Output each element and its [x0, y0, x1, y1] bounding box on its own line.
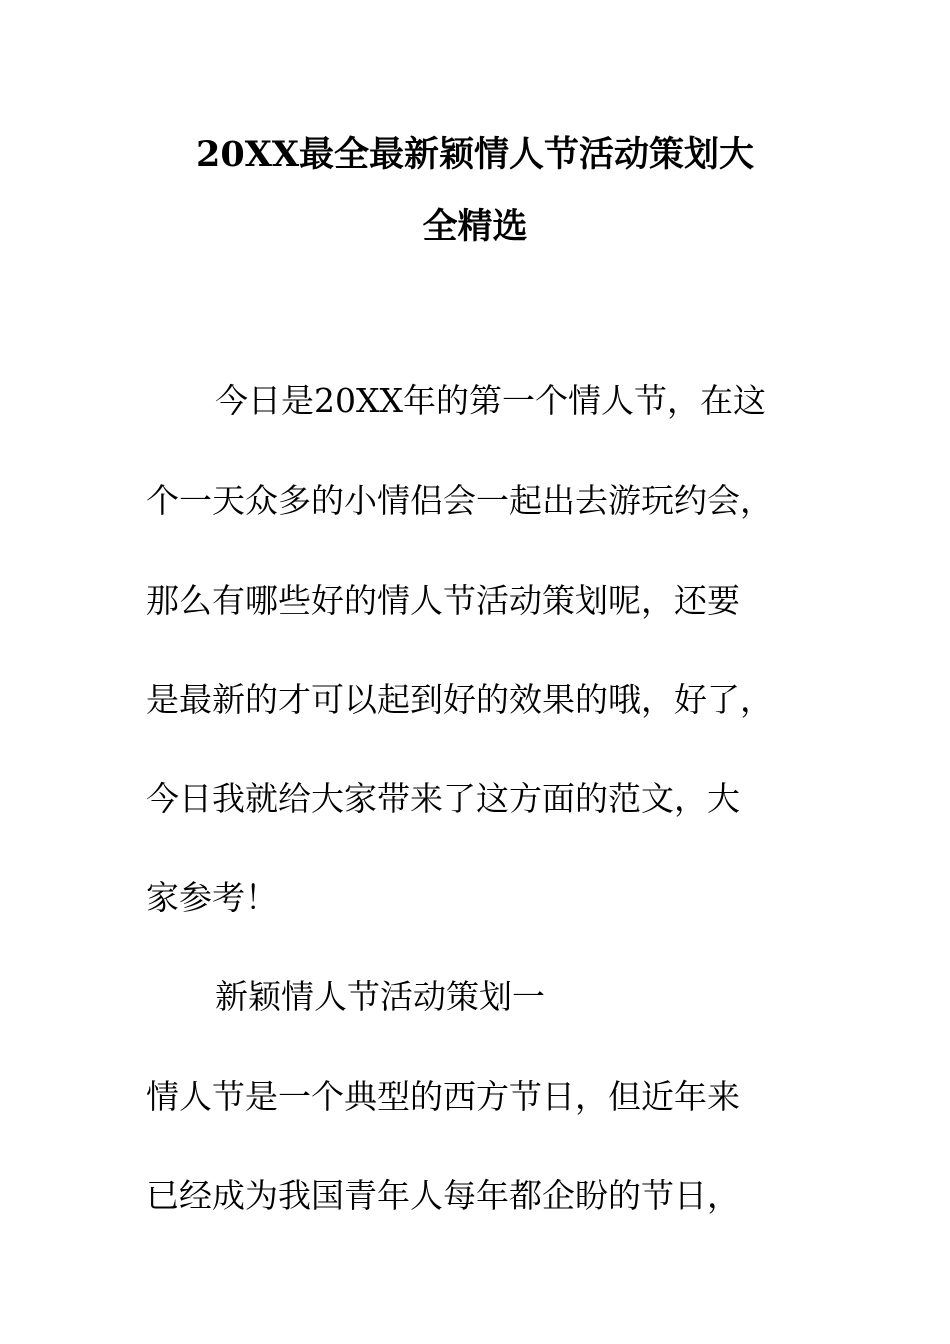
body-paragraph-line-2: 已经成为我国青年人每年都企盼的节日，: [146, 1176, 740, 1215]
body-paragraph-line-1: 情人节是一个典型的西方节日，但近年来: [146, 1077, 740, 1116]
intro-paragraph-line-3: 那么有哪些好的情人节活动策划呢，还要: [146, 581, 740, 620]
intro-paragraph-line-6: 家参考！: [146, 878, 278, 917]
intro-paragraph-line-1: 今日是20XX年的第一个情人节，在这: [215, 381, 766, 420]
intro-paragraph-line-4: 是最新的才可以起到好的效果的哦，好了，: [146, 680, 773, 719]
document-title-line-1: 20XX最全最新颖情人节活动策划大: [195, 134, 755, 175]
intro-paragraph-line-5: 今日我就给大家带来了这方面的范文，大: [146, 779, 740, 818]
document-title-line-2: 全精选: [422, 206, 528, 247]
section-heading: 新颖情人节活动策划一: [215, 977, 545, 1016]
intro-paragraph-line-2: 个一天众多的小情侣会一起出去游玩约会，: [146, 481, 773, 520]
